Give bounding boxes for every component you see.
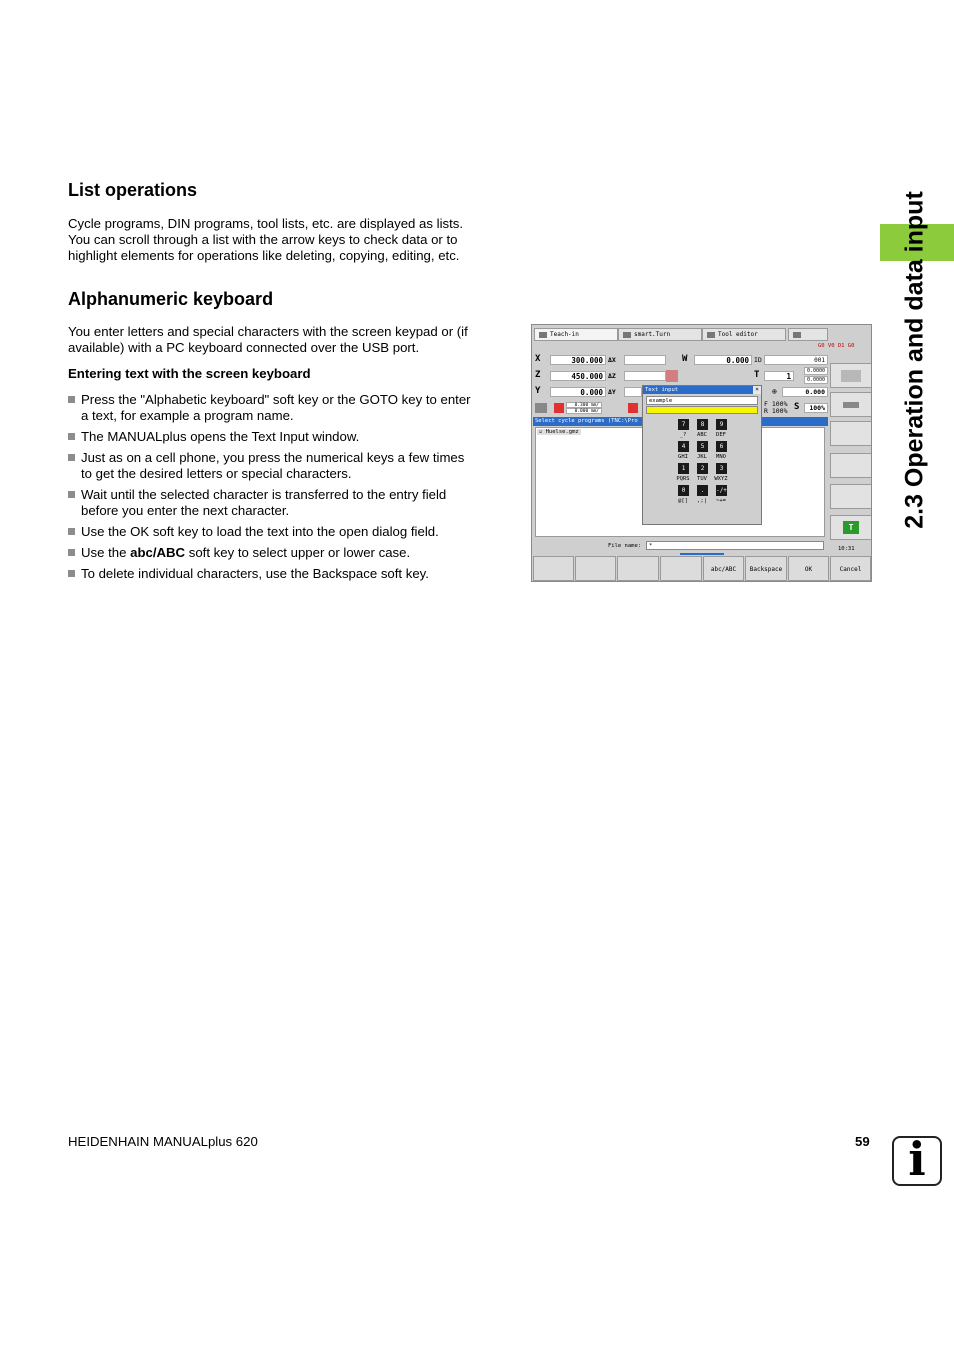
file-name-input[interactable]: * [646,541,824,550]
key-8[interactable]: 8 [697,419,708,430]
smart-turn-icon [623,332,631,338]
list-item[interactable]: ☑ Huelse.gmz [539,429,579,435]
list-title-bar: Select cycle programs (TNC:\Pro [533,417,828,426]
key-label: ,;| [697,498,707,504]
key-label: ABC [697,432,707,438]
key-label: MNO [716,454,726,460]
w-axis-value: 0.000 [694,355,752,365]
backspace-button[interactable]: Backspace [745,556,787,581]
tool-t-icon: T [843,521,859,534]
c-axis-value: 0.000 [782,387,828,397]
softkey-2[interactable] [575,556,616,581]
cancel-button[interactable]: Cancel [830,556,871,581]
key-label: GHI [678,454,688,460]
tab-smart-turn[interactable]: smart.Turn [618,328,702,341]
clock: 10:31 [838,546,855,552]
spindle-label: S [794,402,800,412]
info-icon: i [892,1136,942,1186]
softkey-1[interactable] [533,556,574,581]
vertical-softkey-6[interactable] [830,515,872,540]
key-9[interactable]: 9 [716,419,727,430]
key-3[interactable]: 3 [716,463,727,474]
list-item: The MANUALplus opens the Text Input window. [68,429,518,445]
spindle-override: 100% [804,403,828,413]
ok-button[interactable]: OK [788,556,829,581]
axis-x-value: 300.000 [550,355,606,365]
feed-icon [535,403,547,413]
instruction-list [68,392,518,587]
vertical-softkey-1[interactable] [830,363,872,388]
list-item: Use the OK soft key to load the text into the open dialog field. [68,524,518,540]
key-1[interactable]: 1 [678,463,689,474]
axis-dz-value [624,371,666,381]
axis-x-label: X [535,354,541,364]
subheading-screen-keyboard: Entering text with the screen keyboard [68,366,311,381]
t-label: T [754,370,760,380]
spindle-stop-icon-2 [628,403,638,413]
tool-z-value: 0.0000 [804,376,828,384]
list-item: Press the "Alphabetic keyboard" soft key or the GOTO key to enter a text, for example a program name. [68,392,518,424]
tab-save[interactable] [788,328,828,341]
tool-icon [843,402,859,408]
vertical-softkey-4[interactable] [830,453,872,478]
feed-value: 0.300 mm/ [566,402,602,408]
axis-dx-value [624,355,666,365]
text-input-field[interactable]: example [646,396,758,405]
axis-dx-label: ΔX [608,356,616,364]
c-axis-icon: ⊕ [772,387,777,396]
key-5[interactable]: 5 [697,441,708,452]
list-item: Wait until the selected character is transferred to the entry field before you enter the next character. [68,487,518,519]
heading-list-operations: List operations [68,180,198,200]
vertical-softkey-5[interactable] [830,484,872,509]
id-value: 001 [764,355,828,365]
feed-value-2: 0.000 mm/ [566,408,602,414]
vertical-softkey-2[interactable] [830,392,872,417]
key-label: ~+= [716,498,726,504]
key-label: JKL [697,454,707,460]
save-icon [793,332,801,338]
scroll-indicator [680,553,724,555]
tool-x-value: 0.0000 [804,367,828,375]
tab-tool-editor[interactable]: Tool editor [702,328,786,341]
key-0[interactable]: 0 [678,485,689,496]
tab-teach-in[interactable]: Teach-in [534,328,618,341]
axis-dz-label: ΔZ [608,372,616,380]
teach-in-icon [539,332,547,338]
list-item: Just as on a cell phone, you press the numerical keys a few times to get the desired letters or special characters. [68,450,518,482]
key-label: PQRS [676,476,690,482]
chapter-title: 2.3 Operation and data input [900,191,929,529]
key-6[interactable]: 6 [716,441,727,452]
checkbox-icon: ☑ [539,429,543,435]
list-item: To delete individual characters, use the Backspace soft key. [68,566,518,582]
vertical-softkey-3[interactable] [830,421,872,446]
char-preview-field [646,406,758,414]
key-7[interactable]: 7 [678,419,689,430]
abc-ABC-button[interactable]: abc/ABC [703,556,744,581]
axis-dy-label: ΔY [608,388,616,396]
axis-z-value: 450.000 [550,371,606,381]
id-label: ID [754,356,762,364]
w-axis-label: W [682,354,688,364]
key-2[interactable]: 2 [697,463,708,474]
status-codes: G0 V0 D1 G0 [818,343,855,349]
key-label: _? [679,432,687,438]
key-sign[interactable]: -/+ [716,487,727,494]
key-dot[interactable]: . [697,485,708,496]
key-4[interactable]: 4 [678,441,689,452]
page-number: 59 [855,1134,870,1149]
heading-alphanumeric-keyboard: Alphanumeric keyboard [68,289,274,309]
softkey-4[interactable] [660,556,702,581]
axis-y-label: Y [535,386,541,396]
key-label: TUV [697,476,707,482]
spindle-stop-icon [666,370,678,382]
axis-z-label: Z [535,370,541,380]
softkey-3[interactable] [617,556,659,581]
t-value: 1 [764,371,794,381]
feed-stop-icon [554,403,564,413]
override-values: F 100% R 100% [764,400,788,415]
close-icon[interactable]: × [753,386,761,394]
control-screenshot [531,324,872,582]
axis-y-value: 0.000 [550,387,606,397]
dialog-title: Text input [643,386,761,394]
list-item: Use the abc/ABC soft key to select upper or lower case. [68,545,518,561]
alphanumeric-keyboard-text: You enter letters and special characters with the screen keypad or (if available) with a PC keyboard connected over the USB port. [68,324,468,355]
key-label: DEF [716,432,726,438]
file-name-label: File name: [608,543,642,549]
key-label: @[] [678,498,688,504]
text-input-dialog [642,385,762,525]
footer-manual-title: HEIDENHAIN MANUALplus 620 [68,1134,258,1149]
tool-editor-icon [707,332,715,338]
list-operations-text: Cycle programs, DIN programs, tool lists, etc. are displayed as lists. You can scroll through a list with the arrow keys to check data or to highlight elements for operations like deleting, copying, editing, etc. [68,216,464,263]
key-label: WXYZ [714,476,728,482]
axis-dy-value [624,387,642,397]
machine-icon [841,370,861,382]
